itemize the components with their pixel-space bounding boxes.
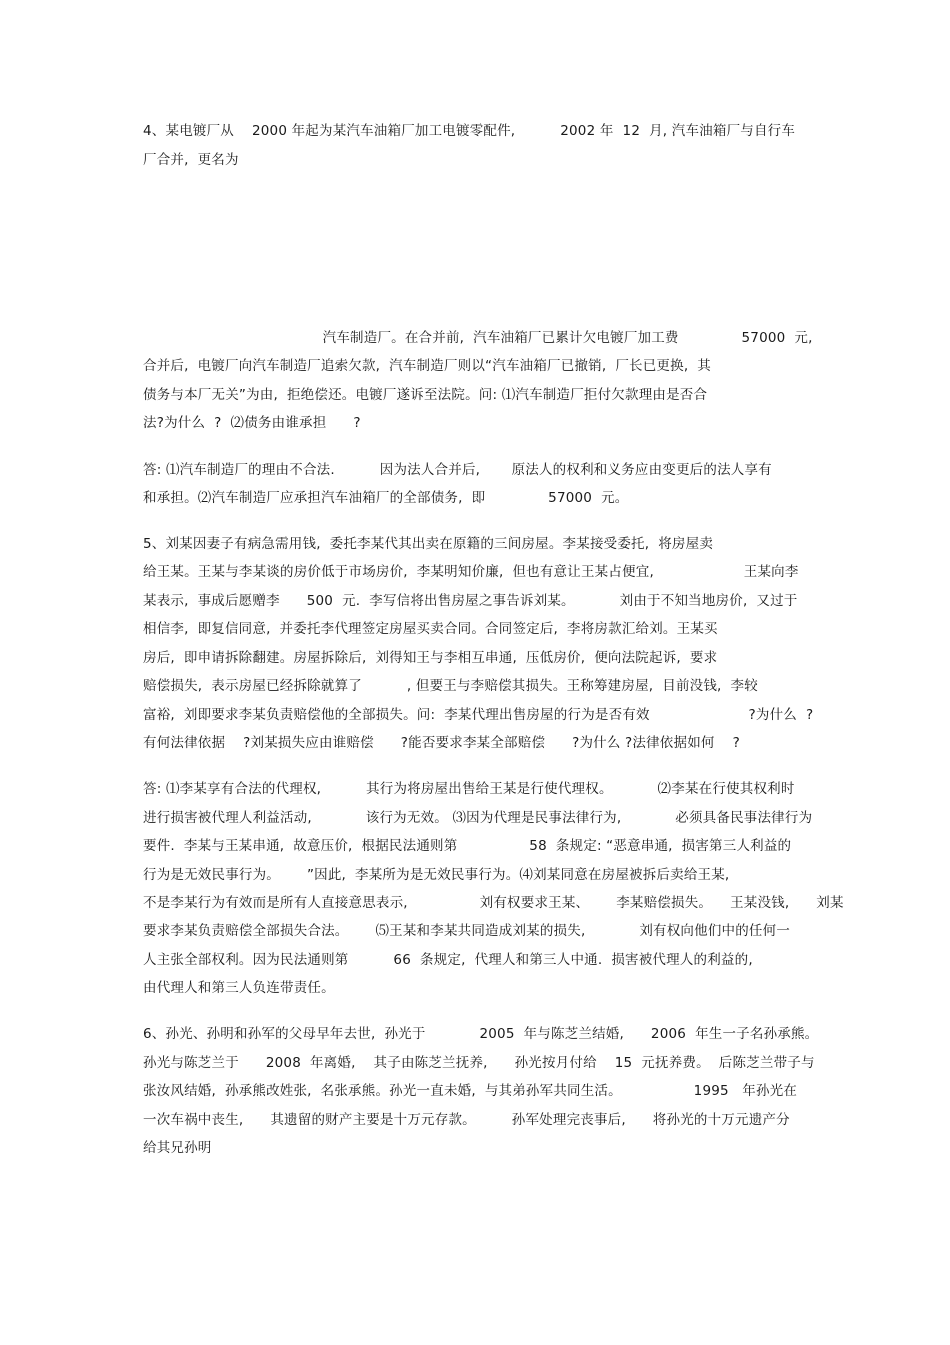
answer-4-line: 和承担。⑵汽车制造厂应承担汽车油箱厂的全部债务, 即 57000 元。: [143, 490, 629, 506]
question-6-line: 孙光与陈芝兰于 2008 年离婚, 其子由陈芝兰抚养, 孙光按月付给 15 元抚养费。 后陈芝兰带子与: [143, 1055, 815, 1071]
answer-5-line: 要求李某负责赔偿全部损失合法。 ⑸王某和李某共同造成刘某的损失, 刘有权向他们中的任何一: [143, 923, 791, 939]
answer-5-line: 要件. 李某与王某串通, 故意压价, 根据民法通则第 58 条规定: “恶意串通, 损害第三人利益的: [143, 838, 792, 854]
question-6-line: 6、孙光、孙明和孙军的父母早年去世, 孙光于 2005 年与陈芝兰结婚, 2006 年生一子名孙承熊。: [143, 1026, 819, 1042]
question-6-line: 张汝风结婚, 孙承熊改姓张, 名张承熊。孙光一直未婚, 与其弟孙军共同生活。 1995 年孙光在: [143, 1083, 798, 1099]
question-4-line: 合并后, 电镀厂向汽车制造厂追索欠款, 汽车制造厂则以“汽车油箱厂已撤销, 厂长已更换, 其: [143, 358, 711, 374]
question-5-line: 富裕, 刘即要求李某负责赔偿他的全部损失。问: 李某代理出售房屋的行为是否有效 ?为什么 ?: [143, 707, 814, 723]
question-5-line: 有何法律依据 ?刘某损失应由谁赔偿 ?能否要求李某全部赔偿 ?为什么 ?法律依据如何 ?: [143, 735, 740, 751]
answer-5-line: 进行损害被代理人利益活动, 该行为无效。 ⑶因为代理是民事法律行为, 必须具备民事法律行为: [143, 810, 813, 826]
question-5-line: 相信李, 即复信同意, 并委托李代理签定房屋买卖合同。合同签定后, 李将房款汇给刘。王某买: [143, 621, 718, 637]
question-5-line: 给王某。王某与李某谈的房价低于市场房价, 李某明知价廉, 但也有意让王某占便宜, 王某向李: [143, 564, 799, 580]
answer-5-line: 行为是无效民事行为。 ”因此, 李某所为是无效民事行为。⑷刘某同意在房屋被拆后卖给王某,: [143, 867, 730, 883]
question-4-line: 法?为什么 ? ⑵债务由谁承担 ?: [143, 415, 361, 431]
question-4-line: 债务与本厂无关”为由, 拒绝偿还。电镀厂遂诉至法院。问: ⑴汽车制造厂拒付欠款理由是否合: [143, 387, 708, 403]
answer-4-line: 答: ⑴汽车制造厂的理由不合法. 因为法人合并后, 原法人的权利和义务应由变更后的法人享有: [143, 462, 772, 478]
question-5-line: 某表示, 事成后愿赠李 500 元. 李写信将出售房屋之事告诉刘某。 刘由于不知当地房价, 又过于: [143, 593, 798, 609]
answer-5-line: 人主张全部权利。因为民法通则第 66 条规定, 代理人和第三人中通. 损害被代理人的利益的,: [143, 952, 753, 968]
question-6-line: 一次车祸中丧生, 其遗留的财产主要是十万元存款。 孙军处理完丧事后, 将孙光的十万元遗产分: [143, 1112, 790, 1128]
question-5-line: 赔偿损失, 表示房屋已经拆除就算了 , 但要王与李赔偿其损失。王称筹建房屋, 目前没钱, 李较: [143, 678, 758, 694]
question-4-line: 4、某电镀厂从 2000 年起为某汽车油箱厂加工电镀零配件, 2002 年 12 月, 汽车油箱厂与自行车: [143, 123, 796, 139]
question-4-line: 汽车制造厂。在合并前, 汽车油箱厂已累计欠电镀厂加工费 57000 元,: [143, 330, 813, 346]
question-5-line: 房后, 即申请拆除翻建。房屋拆除后, 刘得知王与李相互串通, 压低房价, 便向法院起诉, 要求: [143, 650, 718, 666]
answer-5-line: 不是李某行为有效而是所有人直接意思表示, 刘有权要求王某、 李某赔偿损失。 王某没钱, 刘某: [143, 895, 844, 911]
question-4-line: 厂合并, 更名为: [143, 152, 239, 168]
answer-5-line: 答: ⑴李某享有合法的代理权, 其行为将房屋出售给王某是行使代理权。 ⑵李某在行使其权利时: [143, 781, 795, 797]
question-6-line: 给其兄孙明: [143, 1140, 212, 1156]
question-5-line: 5、刘某因妻子有病急需用钱, 委托李某代其出卖在原籍的三间房屋。李某接受委托, 将房屋卖: [143, 536, 714, 552]
answer-5-line: 由代理人和第三人负连带责任。: [143, 980, 335, 996]
